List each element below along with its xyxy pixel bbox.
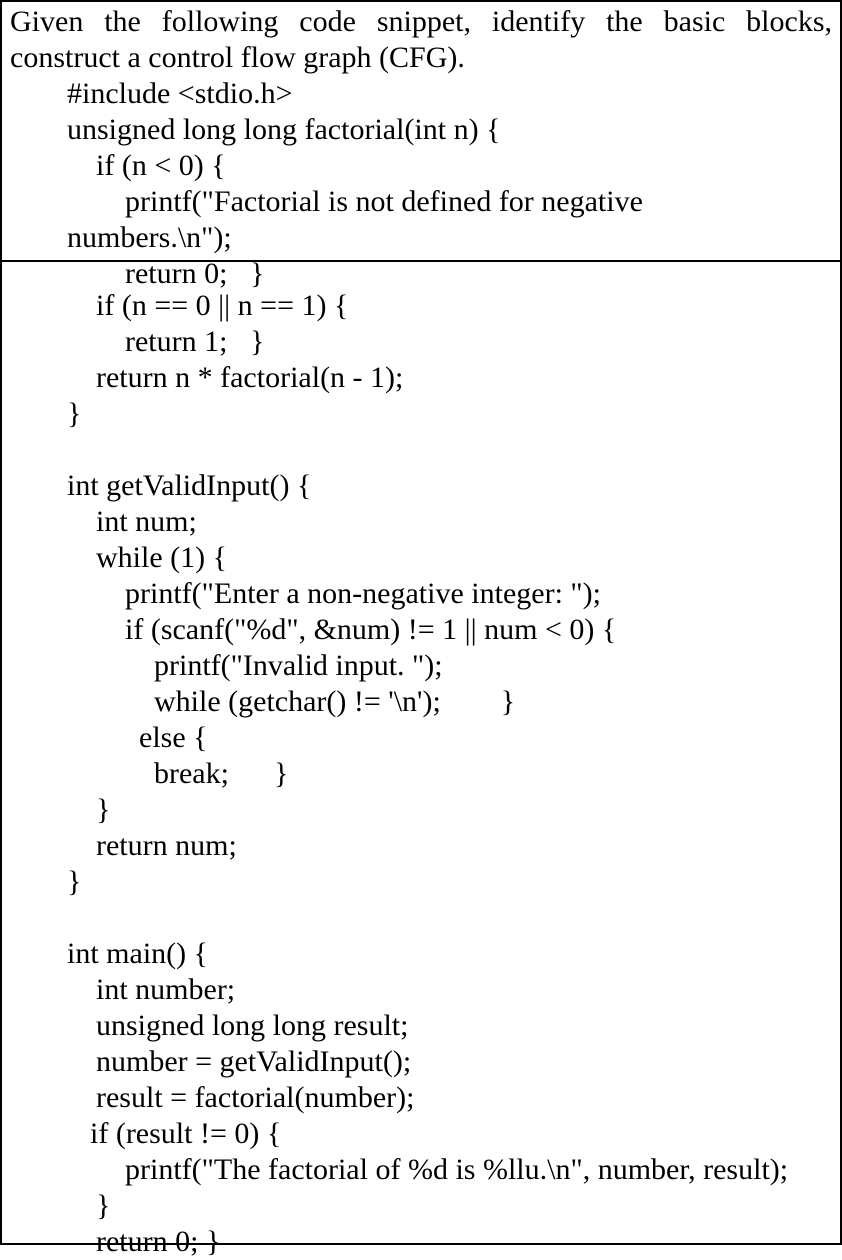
- code-line: }: [96, 1189, 111, 1222]
- code-line: return 0; }: [96, 1225, 221, 1258]
- code-line: }: [96, 793, 111, 826]
- question-box: [0, 0, 842, 290]
- code-line: printf("Enter a non-negative integer: ");: [125, 577, 601, 610]
- code-line: unsigned long long factorial(int n) {: [67, 113, 501, 146]
- code-line: int getValidInput() {: [67, 469, 312, 502]
- code-line: int main() {: [67, 937, 209, 970]
- code-line: return n * factorial(n - 1);: [96, 361, 404, 394]
- code-line: }: [67, 865, 82, 898]
- code-line: result = factorial(number);: [96, 1081, 415, 1114]
- code-line: return num;: [96, 829, 237, 862]
- code-line: if (n == 0 || n == 1) {: [96, 289, 349, 322]
- code-line: break; }: [154, 757, 289, 790]
- code-line: unsigned long long result;: [96, 1009, 409, 1042]
- code-line: printf("Invalid input. ");: [154, 649, 443, 682]
- code-line: while (1) {: [96, 541, 228, 574]
- code-line: if (result != 0) {: [90, 1117, 282, 1150]
- code-line: #include <stdio.h>: [67, 77, 293, 110]
- question-line-1: Given the following code snippet, identify the basic blocks,: [10, 5, 832, 38]
- code-line: while (getchar() != '\n'); }: [154, 685, 516, 718]
- code-line: printf("Factorial is not defined for negative: [125, 185, 643, 218]
- code-line: if (scanf("%d", &num) != 1 || num < 0) {: [125, 613, 617, 646]
- code-line: int number;: [96, 973, 236, 1006]
- code-line: number = getValidInput();: [96, 1045, 412, 1078]
- code-line: printf("The factorial of %d is %llu.\n", number, result);: [125, 1153, 789, 1186]
- code-line: if (n < 0) {: [96, 149, 226, 182]
- code-line: int num;: [96, 505, 197, 538]
- code-line: return 0; }: [125, 257, 265, 290]
- code-box: [0, 260, 842, 1258]
- code-line: numbers.\n");: [67, 221, 232, 254]
- code-line: else {: [139, 721, 208, 754]
- question-line-2: construct a control flow graph (CFG).: [10, 41, 465, 74]
- code-line: }: [67, 397, 82, 430]
- code-line: return 1; }: [125, 325, 265, 358]
